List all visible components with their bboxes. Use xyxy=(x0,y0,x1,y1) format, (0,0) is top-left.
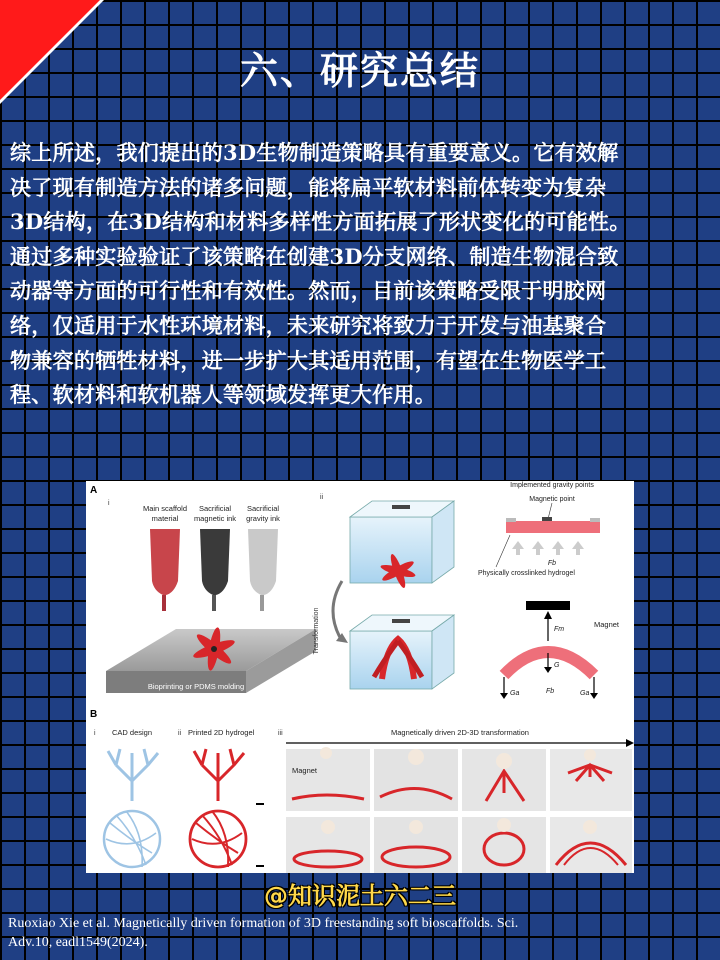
summary-line: 物兼容的牺牲材料，进一步扩大其适用范围，有望在生物医学工 xyxy=(10,347,607,373)
fb-label-top: Fb xyxy=(547,560,557,567)
panel-a-label: A xyxy=(90,485,98,496)
g-label: G xyxy=(554,662,560,669)
ga-label-right: Ga xyxy=(580,690,590,697)
fb-label-bottom: Fb xyxy=(546,688,555,695)
buoyancy-arrows xyxy=(512,541,584,555)
summary-paragraph xyxy=(10,136,700,413)
summary-line: 动器等方面的可行性和有效性。然而，目前该策略受限于明胶网 xyxy=(10,278,607,304)
research-figure xyxy=(86,481,634,873)
page-title: 六、研究总结 xyxy=(239,49,480,93)
summary-line: 通过多种实验验证了该策略在创建3D分支网络、制造生物混合致 xyxy=(10,243,619,269)
summary-line: 络，仅适用于水性环境材料，未来研究将致力于开发与油基聚合 xyxy=(10,312,607,338)
magnet-photo-label: Magnet xyxy=(292,766,318,775)
panel-b-i-label: i xyxy=(94,730,96,737)
transformation-arrow xyxy=(333,581,342,641)
ink3-label-line1: Sacrificial xyxy=(246,504,280,513)
figure-svg xyxy=(86,481,634,873)
citation-line: Ruoxiao Xie et al. Magnetically driven formation of 3D freestanding soft bioscaffolds. Sci. xyxy=(8,916,519,931)
printed-label: Printed 2D hydrogel xyxy=(188,728,255,737)
ink1-label-line1: Main scaffold xyxy=(142,504,188,513)
hydrogel-label: Physically crosslinked hydrogel xyxy=(478,570,575,577)
panel-a-i-label: i xyxy=(108,500,110,507)
citation xyxy=(8,914,708,952)
ink2-label-line2: magnetic ink xyxy=(193,514,237,523)
magnetic-point-label: Magnetic point xyxy=(529,496,575,503)
citation-line: Adv.10, eadl1549(2024). xyxy=(8,935,148,950)
panel-b-iii-label: iii xyxy=(278,730,283,737)
summary-line: 决了现有制造方法的诸多问题，能将扁平软材料前体转变为复杂 xyxy=(10,174,607,200)
panel-b-label: B xyxy=(90,709,98,720)
ink1-label-line2: material xyxy=(151,514,179,523)
cad-sphere-design xyxy=(104,811,160,867)
gravity-points-label: Implemented gravity points xyxy=(510,482,594,489)
ink3-label-line2: gravity ink xyxy=(246,514,280,523)
syringe-gray xyxy=(248,529,278,611)
watermark: @知识泥土六二三 xyxy=(264,882,456,910)
syringe-black xyxy=(200,529,230,611)
summary-line: 程、软材料和软机器人等领域发挥更大作用。 xyxy=(10,382,436,408)
driven-label: Magnetically driven 2D-3D transformation xyxy=(391,728,529,737)
panel-b-ii-label: ii xyxy=(178,730,182,737)
magnet-bar xyxy=(526,601,570,610)
cad-branch-design xyxy=(108,749,158,801)
summary-line: 综上所述，我们提出的3D生物制造策略具有重要意义。它有效解 xyxy=(10,140,619,165)
syringe-red xyxy=(150,529,180,611)
ga-label-left: Ga xyxy=(510,690,520,697)
photo-row-top xyxy=(286,747,632,811)
hydrogel-strip xyxy=(506,521,600,533)
transformation-label: Transformation xyxy=(313,607,320,655)
platform-label: Bioprinting or PDMS molding xyxy=(147,682,245,691)
scale-bar-top xyxy=(256,803,264,805)
printed-sphere xyxy=(190,811,246,867)
bent-hydrogel-strip xyxy=(504,652,594,675)
fm-label: Fm xyxy=(554,626,565,633)
panel-a-ii-label: ii xyxy=(320,494,324,501)
printed-branch xyxy=(194,749,244,801)
cad-label: CAD design xyxy=(112,728,153,737)
ink2-label-line1: Sacrificial xyxy=(198,504,232,513)
summary-line: 3D结构，在3D结构和材料多样性方面拓展了形状变化的可能性。 xyxy=(10,209,631,235)
photo-row-bottom xyxy=(286,817,632,873)
scale-bar-bottom xyxy=(256,865,264,867)
magnet-label: Magnet xyxy=(594,620,620,629)
tank-after xyxy=(350,615,454,689)
